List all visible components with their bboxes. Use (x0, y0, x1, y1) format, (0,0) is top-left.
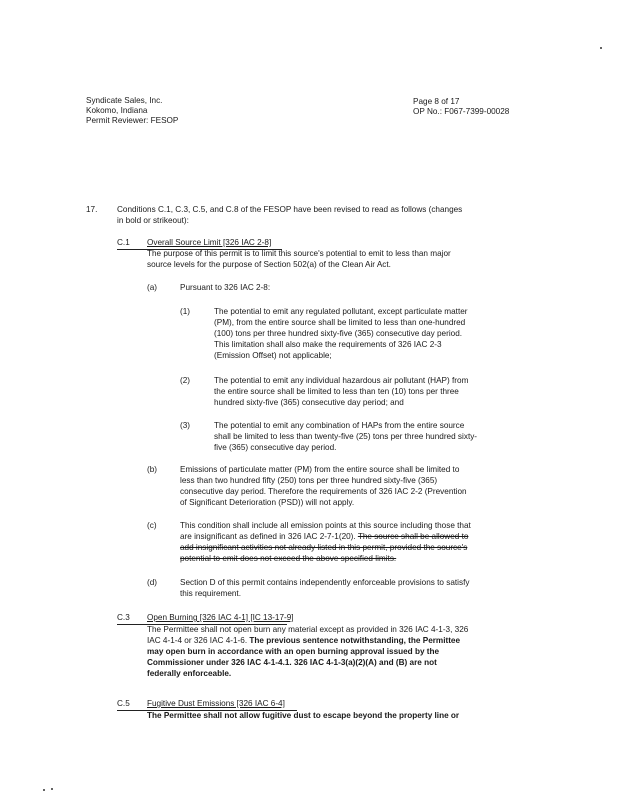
c1-a1-line: (Emission Offset) not applicable; (214, 351, 332, 360)
c1-b-line: less than two hundred fifty (250) tons per three hundred sixty-five (365) (180, 476, 438, 485)
c1-a3-line: The potential to emit any combination of HAPs from the entire source (214, 421, 465, 430)
c3-line2 (147, 636, 460, 647)
page-number: Page 8 of 17 (413, 97, 460, 106)
c1-b-label: (b) (147, 465, 158, 474)
c1-c-line1: This condition shall include all emission points at this source including those that (180, 521, 471, 530)
c1-c-line2-plain: are insignificant as defined in 326 IAC 2-7-1(20). (180, 532, 356, 541)
c1-a1-line: (PM), from the entire source shall be limited to less than one-hundred (214, 318, 466, 327)
permit-number: OP No.: F067-7399-00028 (413, 107, 510, 116)
c5-title: Fugitive Dust Emissions [326 IAC 6-4] (147, 699, 285, 708)
c1-intro-line1: The purpose of this permit is to limit this source's potential to emit to less than major (147, 249, 451, 258)
item-number: 17. (86, 205, 98, 214)
c1-b-line: Emissions of particulate matter (PM) from the entire source shall be limited to (180, 465, 460, 474)
c1-a3-label: (3) (180, 421, 191, 430)
c1-b-line: of Significant Deterioration (PSD)) will not apply. (180, 498, 355, 507)
c3-title: Open Burning [326 IAC 4-1] [IC 13-17-9] (147, 613, 294, 622)
c1-c-line4-strike: potential to emit does not exceed the above specified limits. (180, 554, 397, 563)
c1-a2-label: (2) (180, 376, 191, 385)
c1-d-line: Section D of this permit contains independently enforceable provisions to satisfy (180, 578, 470, 587)
c1-c-line2-strike: The source shall be allowed to (357, 532, 469, 541)
c3-line1: The Permittee shall not open burn any material except as provided in 326 IAC 4-1-3, 326 (147, 625, 469, 634)
c1-a1-line: (100) tons per three hundred sixty-five (365) consecutive day period. (214, 329, 463, 338)
c5-label: C.5 (117, 699, 130, 708)
c3-bold-line: federally enforceable. (147, 669, 232, 678)
c1-c-line2 (180, 532, 468, 543)
c1-d-label: (d) (147, 578, 158, 587)
c1-intro-line2: source levels for the purpose of Section 502(a) of the Clean Air Act. (147, 260, 391, 269)
c3-line2-plain: IAC 4-1-4 or 326 IAC 4-1-6. (147, 636, 248, 645)
scan-speck (43, 789, 45, 791)
c1-a3-line: shall be limited to less than twenty-five (25) tons per three hundred sixty- (214, 432, 478, 441)
c1-a3-line: five (365) consecutive day period. (214, 443, 337, 452)
header-reviewer: Permit Reviewer: FESOP (86, 116, 179, 125)
c5-line1: The Permittee shall not allow fugitive dust to escape beyond the property line or (147, 711, 460, 720)
c3-bold-line: Commissioner under 326 IAC 4-1-4.1. 326 IAC 4-1-3(a)(2)(A) and (B) are not (147, 658, 437, 667)
c3-bold-line: may open burn in accordance with an open burning approval issued by the (147, 647, 440, 656)
c1-a2-line: The potential to emit any individual hazardous air pollutant (HAP) from (214, 376, 469, 385)
c1-a-label: (a) (147, 283, 158, 292)
c3-line2-bold: The previous sentence notwithstanding, the Permittee (249, 636, 461, 645)
c1-d-line: this requirement. (180, 589, 241, 598)
item-text-line2: in bold or strikeout): (117, 216, 189, 225)
c1-a1-line: This limitation shall also make the requirements of 326 IAC 2-3 (214, 340, 442, 349)
c1-a-text: Pursuant to 326 IAC 2-8: (180, 283, 271, 292)
c1-c-line3-strike: add insignificant activities not already listed in this permit, provided the source's (180, 543, 468, 552)
item-text-line1: Conditions C.1, C.3, C.5, and C.8 of the FESOP have been revised to read as follows (changes (117, 205, 463, 214)
c1-label: C.1 (117, 238, 130, 247)
header-company: Syndicate Sales, Inc. (86, 96, 163, 105)
c1-title: Overall Source Limit [326 IAC 2-8] (147, 238, 272, 247)
c1-a2-line: hundred sixty-five (365) consecutive day period; and (214, 398, 404, 407)
c1-a1-line: The potential to emit any regulated pollutant, except particulate matter (214, 307, 468, 316)
scan-speck (600, 47, 602, 49)
c1-a2-line: the entire source shall be limited to less than ten (10) tons per three (214, 387, 459, 396)
header-location: Kokomo, Indiana (86, 106, 148, 115)
scan-speck (51, 788, 53, 790)
c1-b-line: consecutive day period. Therefore the requirements of 326 IAC 2-2 (Prevention (180, 487, 467, 496)
c1-c-label: (c) (147, 521, 157, 530)
c1-a1-label: (1) (180, 307, 191, 316)
c3-label: C.3 (117, 613, 130, 622)
